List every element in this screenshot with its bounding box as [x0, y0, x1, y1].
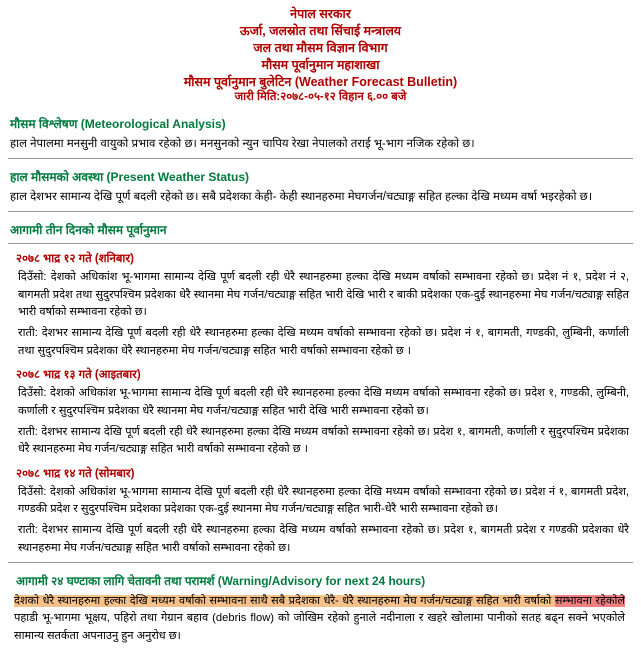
bulletin-title: मौसम पूर्वानुमान बुलेटिन (Weather Forecast Bulletin) — [183, 74, 458, 89]
divider-1 — [8, 158, 633, 159]
text-daytime-3: देशको अधिकांश भू-भागमा सामान्य देखि पूर्ण बदली रही धेरै स्थानहरुमा हल्का देखि मध्यम वर्षाको सम्भावना रहेको छ। प्रदेश नं १, बागमती प्रदेश, गण्डकी प्रदेश र सुदुरपश्चिम प्रदेशका प्रदेशका एक-दुई स्थानमा मेघ गर्जन/चट्याङ्ग सहित भारी-धेरै भारी सम्भावना रहेको छ। — [18, 485, 630, 515]
section-title-warning: आगामी २४ घण्टाका लागि चेतावनी तथा परामर्श (Warning/Advisory for next 24 hours) — [16, 574, 426, 589]
warning-text-part1: देशको धेरै स्थानहरुमा हल्का देखि मध्यम वर्षाको सम्भावना साथै सबै प्रदेशका धेरै- धेरै स्थानहरुमा मेघ गर्जन/चट्याङ्ग सहित भारी वर्षाको — [14, 595, 555, 608]
day-3-daytime — [18, 484, 629, 519]
divider-3 — [8, 243, 633, 244]
text-night-3: देशभर सामान्य देखि पूर्ण बदली रही धेरै स्थानहरुमा हल्का देखि मध्यम वर्षाको सम्भावना रहेको छ। प्रदेश १, बागमती प्रदेश र गण्डकी प्रदेशका धेरै स्थानहरुमा मेघ गर्जन/चट्याङ्ग सहित भारी वर्षाको सम्भावना रहेको छ। — [18, 524, 629, 554]
label-night-2: राती: — [18, 425, 38, 438]
day-2-daytime — [18, 385, 629, 420]
day-title-2: २०७८ भाद्र १३ गते (आइतबार) — [16, 369, 141, 382]
text-night-2: देशभर सामान्य देखि पूर्ण बदली रही धेरै स्थानहरुमा हल्का देखि मध्यम वर्षाको सम्भावना रहेको छ। प्रदेश १, बागमती, कर्णाली र सुदुरपश्चिम प्रदेशका धेरै स्थानहरुमा मेघ गर्जन/चट्याङ्ग सहित भारी वर्षाको सम्भावना रहेको छ । — [18, 425, 629, 456]
present-weather-text: हाल देशभर सामान्य देखि पूर्ण बदली रहेको छ। सबै प्रदेशका केही- केही स्थानहरुमा मेघगर्जन/चट्याङ्ग सहित हल्का देखि मध्यम वर्षा भइरहेको छ। — [10, 191, 593, 204]
label-night-3: राती: — [18, 524, 38, 537]
divider-2 — [8, 211, 633, 212]
day-title-3: २०७८ भाद्र १४ गते (सोमबार) — [16, 467, 135, 480]
org-line-ministry: ऊर्जा, जलस्रोत तथा सिंचाई मन्त्रालय — [239, 23, 402, 38]
label-daytime-3: दिउँसो: — [18, 485, 47, 498]
analysis-text: हाल नेपालमा मनसुनी वायुको प्रभाव रहेको छ। मनसुनको न्युन चापिय रेखा नेपालको तराई भू-भाग नजिक रहेको छ। — [10, 137, 475, 150]
divider-4 — [8, 562, 633, 563]
day-title-1: २०७८ भाद्र १२ गते (शनिबार) — [16, 253, 134, 266]
section-title-analysis: मौसम विश्लेषण (Meteorological Analysis) — [10, 116, 226, 131]
text-night-1: देशभर सामान्य देखि पूर्ण बदली रही धेरै स्थानहरुमा हल्का देखि मध्यम वर्षाको सम्भावना रहेको छ। प्रदेश नं १, बागमती, गण्डकी, लुम्बिनी, कर्णाली तथा सुदुरपश्चिम प्रदेशका धेरै स्थानहरुमा मेघ गर्जन/चट्याङ्ग सहित भारी वर्षाको सम्भावना रहेको छ । — [18, 327, 629, 357]
day-3-night — [18, 522, 629, 557]
text-daytime-2: देशको अधिकांश भू-भागमा सामान्य देखि पूर्ण बदली रही धेरै स्थानहरुमा हल्का देखि मध्यम वर्षाको सम्भावना रहेको छ। प्रदेश १, गण्डकी, लुम्बिनी, कर्णाली र सुदुरपश्चिम प्रदेशका धेरै स्थानमा मेघ गर्जन/चट्याङ्ग सहित भारी देखि भारी सम्भावना रहेको छ। — [18, 387, 629, 417]
org-line-government: नेपाल सरकार — [290, 7, 351, 21]
day-1-night — [18, 325, 629, 360]
day-1-daytime — [18, 269, 629, 321]
label-daytime-2: दिउँसो: — [18, 387, 47, 400]
warning-text-part2: पहाडी भू-भागमा भूक्षय, पहिरो तथा गेग्रान बहाव (debris flow) को जोखिम रहेको हुनाले नदीनाला र खहरे खोलामा पानीको सतह बढ्न सक्ने भएकोले सामान्य सतर्कता अपनाउनु हुन अनुरोध छ। — [14, 612, 625, 642]
section-title-forecast: आगामी तीन दिनको मौसम पूर्वानुमान — [10, 223, 167, 238]
org-line-department: जल तथा मौसम विज्ञान विभाग — [253, 40, 388, 55]
document-header — [8, 6, 633, 106]
section-title-present-weather: हाल मौसमको अवस्था (Present Weather Status) — [10, 170, 250, 185]
issued-datetime: जारी मिति:२०७८-०५-१२ विहान ६.०० बजे — [234, 91, 407, 104]
org-line-division: मौसम पूर्वानुमान महाशाखा — [261, 57, 380, 72]
label-daytime-1: दिउँसो: — [18, 271, 47, 284]
warning-text — [14, 593, 625, 645]
text-daytime-1: देशको अधिकांश भू-भागमा सामान्य देखि पूर्ण बदली रही धेरै स्थानहरुमा हल्का देखि मध्यम वर्षाको सम्भावना रहेको छ। प्रदेश नं १, प्रदेश नं २, बागमती प्रदेश तथा सुदुरपश्चिम प्रदेशका धेरै स्थानमा मेघ गर्जन/चट्याङ्ग सहित भारी देखि भारी र बाकी प्रदेशका एक-दुई स्थानहरुमा मेघ गर्जन/चट्याङ्ग सहित भारी वर्षाको सम्भावना रहेको छ। — [18, 271, 629, 319]
warning-text-highlight: सम्भावना रहेकोले — [554, 595, 625, 608]
label-night-1: राती: — [18, 327, 38, 340]
day-2-night — [18, 424, 629, 459]
